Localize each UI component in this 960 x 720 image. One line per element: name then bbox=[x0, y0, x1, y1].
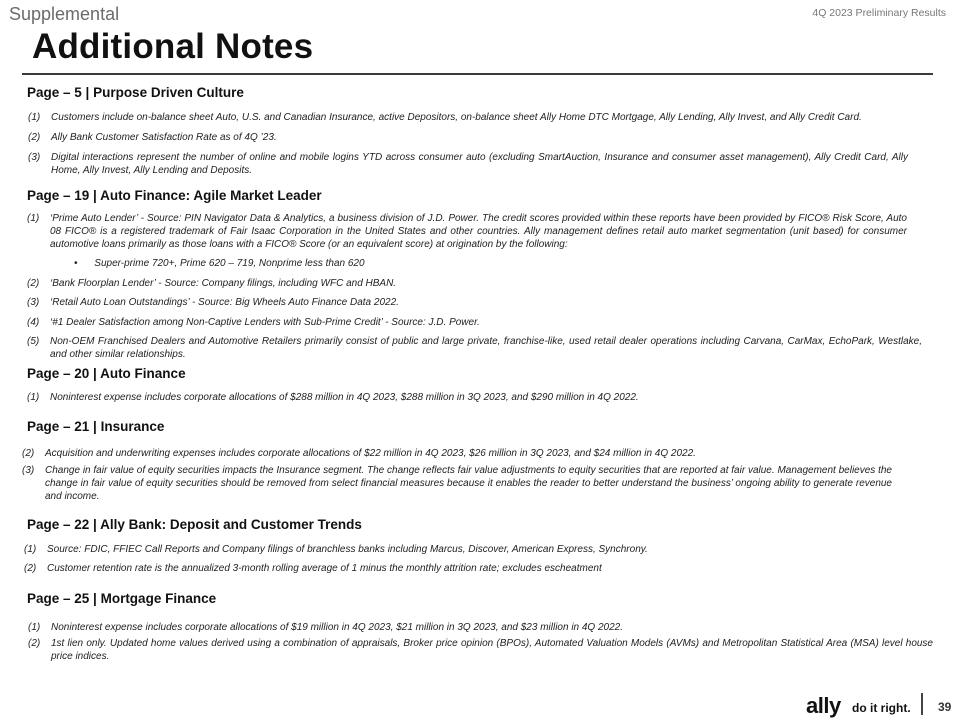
bullet-icon: • bbox=[74, 258, 78, 269]
title-divider bbox=[22, 73, 933, 75]
note-text: ‘#1 Dealer Satisfaction among Non-Captive Lenders with Sub-Prime Credit’ - Source: J.D. Power. bbox=[50, 317, 480, 328]
note-text: ‘Bank Floorplan Lender’ - Source: Company filings, including WFC and HBAN. bbox=[50, 278, 397, 289]
note-number: (1) bbox=[24, 544, 37, 555]
page-number: 39 bbox=[938, 700, 952, 714]
note-item bbox=[28, 131, 928, 144]
note-text: Ally Bank Customer Satisfaction Rate as of 4Q ’23. bbox=[51, 132, 277, 143]
note-item bbox=[27, 296, 927, 309]
note-text: Noninterest expense includes corporate allocations of $288 million in 4Q 2023, $288 million in 3Q 2023, and $290 million in 4Q 2022. bbox=[50, 392, 639, 403]
note-text: ‘Retail Auto Loan Outstandings’ - Source: Big Wheels Auto Finance Data 2022. bbox=[50, 297, 399, 308]
note-text: Non-OEM Franchised Dealers and Automotive Retailers primarily consist of public and large private, franchise-like, used retail dealer operations including Carvana, CarMax, EchoPark, Westlake, and other similar relationships. bbox=[50, 336, 922, 360]
report-period-label: 4Q 2023 Preliminary Results bbox=[812, 7, 946, 19]
note-text: Digital interactions represent the number of online and mobile logins YTD across consumer auto (excluding SmartAuction, Insurance and consumer asset management), Ally Credit Card, Ally Home, Ally Invest, Ally Lending and Deposits. bbox=[51, 152, 908, 176]
ally-logo: ally bbox=[806, 693, 841, 718]
note-number: (5) bbox=[27, 336, 40, 347]
note-text: Noninterest expense includes corporate allocations of $19 million in 4Q 2023, $21 million in 3Q 2023, and $23 million in 4Q 2022. bbox=[51, 622, 624, 633]
section-title-page-20: Page – 20 | Auto Finance bbox=[27, 366, 186, 381]
note-item bbox=[28, 111, 928, 124]
note-number: (2) bbox=[24, 563, 37, 574]
note-text: Acquisition and underwriting expenses includes corporate allocations of $22 million in 4Q 2023, $26 million in 3Q 2023, and $24 million in 4Q 2022. bbox=[45, 448, 696, 459]
note-number: (2) bbox=[22, 448, 35, 459]
note-item bbox=[27, 316, 927, 329]
note-number: (3) bbox=[28, 152, 41, 163]
note-item bbox=[27, 335, 922, 361]
note-number: (4) bbox=[27, 317, 40, 328]
note-text: 1st lien only. Updated home values derived using a combination of appraisals, Broker price opinion (BPOs), Automated Valuation Models (AVMs) and Metropolitan Statistical Area (MSA) level house price indices. bbox=[51, 638, 933, 662]
bullet-text: Super-prime 720+, Prime 620 – 719, Nonprime less than 620 bbox=[94, 258, 365, 269]
note-number: (1) bbox=[27, 213, 40, 224]
note-text: ‘Prime Auto Lender’ - Source: PIN Navigator Data & Analytics, a business division of J.D. Power. The credit scores provided within these reports have been provided by FICO® Risk Score, Auto 08 FICO® is a registered trademark of Fair Isaac Corporation in the United States and other countries. Ally management defines retail auto market segmentation (unit based) for consumer automotive loans primarily as those loans with a FICO® Score (or an equivalent score) at origination by the following: bbox=[50, 213, 907, 250]
note-item bbox=[24, 543, 924, 556]
section-title-page-22: Page – 22 | Ally Bank: Deposit and Customer Trends bbox=[27, 517, 362, 532]
note-number: (3) bbox=[22, 465, 35, 476]
page-title: Additional Notes bbox=[32, 27, 314, 66]
supplemental-label: Supplemental bbox=[9, 4, 120, 24]
note-number: (1) bbox=[27, 392, 40, 403]
note-bullet bbox=[74, 258, 365, 269]
note-item bbox=[24, 562, 924, 575]
note-item bbox=[22, 447, 922, 460]
note-number: (3) bbox=[27, 297, 40, 308]
note-number: (1) bbox=[28, 112, 41, 123]
note-item bbox=[27, 277, 927, 290]
section-title-page-21: Page – 21 | Insurance bbox=[27, 419, 165, 434]
note-item bbox=[27, 212, 907, 251]
note-number: (2) bbox=[28, 638, 41, 649]
note-number: (2) bbox=[28, 132, 41, 143]
ally-tagline: do it right. bbox=[852, 701, 911, 715]
footer-divider bbox=[921, 693, 923, 715]
note-number: (2) bbox=[27, 278, 40, 289]
note-item bbox=[27, 391, 927, 404]
note-text: Change in fair value of equity securities impacts the Insurance segment. The change reflects fair value adjustments to equity securities that are reported at fair value. Management believes the change in fair value of equity securities should be removed from select financial measures because it enables the reader to better understand the business’ ongoing ability to generate revenue and income. bbox=[45, 465, 892, 502]
section-title-page-5: Page – 5 | Purpose Driven Culture bbox=[27, 85, 244, 100]
note-text: Customers include on-balance sheet Auto, U.S. and Canadian Insurance, active Depositors, on-balance sheet Ally Home DTC Mortgage, Ally Lending, Ally Invest, and Ally Credit Card. bbox=[51, 112, 862, 123]
section-title-page-25: Page – 25 | Mortgage Finance bbox=[27, 591, 217, 606]
note-number: (1) bbox=[28, 622, 41, 633]
note-item bbox=[28, 637, 933, 663]
section-title-page-19: Page – 19 | Auto Finance: Agile Market Leader bbox=[27, 188, 322, 203]
note-text: Customer retention rate is the annualized 3-month rolling average of 1 minus the monthly attrition rate; excludes escheatment bbox=[47, 563, 602, 574]
note-text: Source: FDIC, FFIEC Call Reports and Company filings of branchless banks including Marcus, Discover, American Express, Synchrony. bbox=[47, 544, 648, 555]
note-item bbox=[22, 464, 892, 503]
note-item bbox=[28, 621, 928, 634]
note-item bbox=[28, 151, 908, 177]
